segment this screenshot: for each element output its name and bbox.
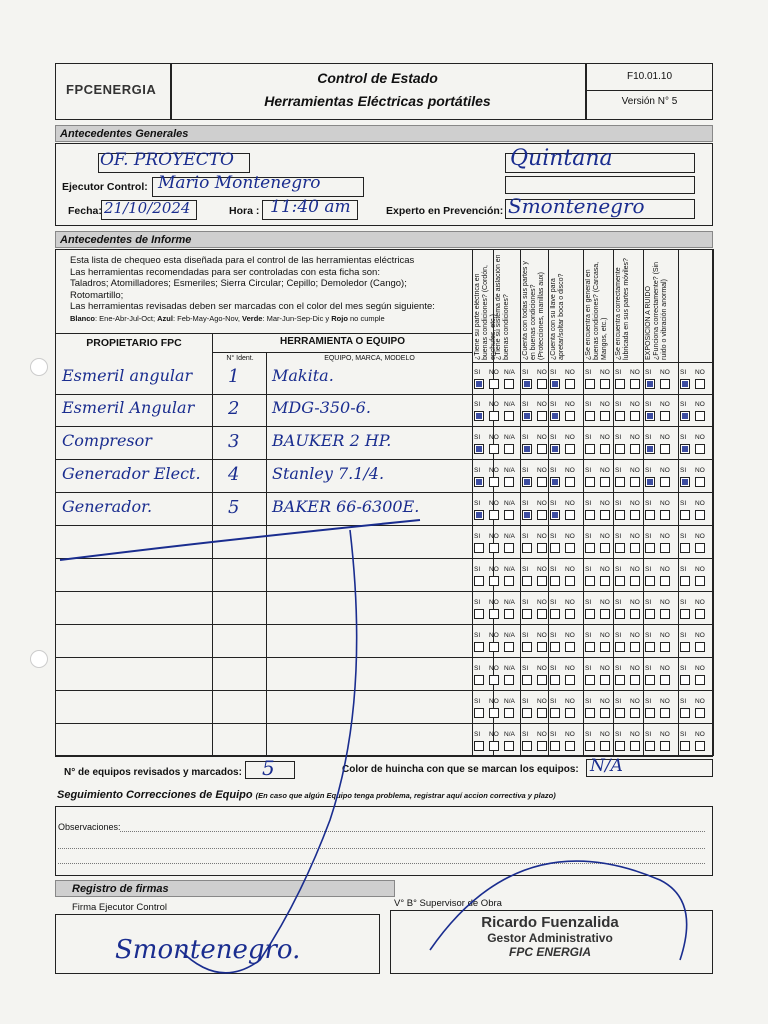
answer-label-no: NO [537, 698, 547, 705]
col-herramienta-header: HERRAMIENTA O EQUIPO [279, 336, 405, 347]
answer-label-na: N/A [504, 500, 515, 507]
answer-label-si: SI [645, 369, 652, 376]
answer-label-no: NO [537, 533, 547, 540]
answer-label-no: NO [600, 500, 610, 507]
answer-label-si: SI [680, 369, 687, 376]
answer-label-no: NO [660, 665, 670, 672]
answer-label-no: NO [565, 698, 575, 705]
answer-label-no: NO [565, 665, 575, 672]
stamp-name: Ricardo Fuenzalida [481, 914, 619, 931]
question-header-4: ¿Cuenta con su llave para apretar/soltar boca o disco? [550, 273, 565, 360]
answer-label-no: NO [565, 401, 575, 408]
answer-label-si: SI [522, 731, 529, 738]
answer-label-si: SI [585, 467, 592, 474]
answer-label-no: NO [630, 467, 640, 474]
answer-label-no: NO [660, 434, 670, 441]
legend-blanco-months: : Ene-Abr-Jul-Oct; [95, 313, 156, 323]
answer-label-no: NO [489, 500, 499, 507]
answer-label-si: SI [522, 665, 529, 672]
answer-label-no: NO [489, 731, 499, 738]
question-header-1: ¿Tiene su parte eléctrica en buenas condiciones? (Cordón, [474, 265, 489, 360]
fecha-handwritten: 21/10/2024 [104, 199, 191, 217]
answer-label-no: NO [600, 566, 610, 573]
row-ident: 3 [228, 431, 240, 452]
answer-label-si: SI [615, 731, 622, 738]
answer-label-no: NO [630, 434, 640, 441]
col-nident-header: N° Ident. [226, 355, 254, 362]
row-equipo: MDG-350-6. [272, 398, 371, 417]
answer-label-si: SI [550, 632, 557, 639]
answer-label-no: NO [695, 533, 705, 540]
answer-label-no: NO [600, 665, 610, 672]
answer-label-no: NO [565, 467, 575, 474]
row-owner: Esmeril angular [62, 366, 193, 385]
answer-label-si: SI [474, 566, 481, 573]
row-ident: 1 [228, 366, 240, 387]
answer-label-no: NO [600, 434, 610, 441]
answer-label-no: NO [695, 500, 705, 507]
answer-label-si: SI [680, 599, 687, 606]
answer-label-no: NO [537, 500, 547, 507]
answer-label-no: NO [695, 731, 705, 738]
answer-label-si: SI [522, 500, 529, 507]
answer-label-no: NO [630, 632, 640, 639]
legend-verde: Verde [242, 313, 263, 323]
answer-label-si: SI [615, 665, 622, 672]
section-antecedentes-generales: Antecedentes Generales [55, 125, 713, 142]
answer-label-si: SI [680, 665, 687, 672]
col-equipo-header: EQUIPO, MARCA, MODELO [324, 355, 415, 362]
answer-label-si: SI [585, 599, 592, 606]
answer-label-si: SI [550, 369, 557, 376]
color-huincha-handwritten: N/A [590, 756, 623, 776]
answer-label-no: NO [537, 599, 547, 606]
answer-label-si: SI [615, 369, 622, 376]
observaciones-label: Observaciones: [58, 822, 121, 832]
answer-label-no: NO [489, 599, 499, 606]
question-header-6: ¿Se encuentra correctamente lubricada en sus partes móviles? [615, 258, 630, 360]
signature-ejecutor: Smontenegro. [115, 935, 301, 965]
informe-line-4: Rotomartillo; [70, 289, 124, 301]
answer-label-no: NO [695, 467, 705, 474]
answer-label-no: NO [660, 698, 670, 705]
answer-label-na: N/A [504, 698, 515, 705]
row-ident: 2 [228, 398, 240, 419]
answer-label-si: SI [680, 434, 687, 441]
title-line-1: Control de Estado [317, 70, 438, 86]
answer-label-no: NO [489, 665, 499, 672]
answer-label-si: SI [550, 665, 557, 672]
col-propietario-header: PROPIETARIO FPC [86, 337, 182, 349]
answer-label-no: NO [695, 566, 705, 573]
answer-label-no: NO [565, 533, 575, 540]
fecha-label: Fecha: [68, 205, 102, 217]
answer-label-si: SI [522, 566, 529, 573]
answer-label-na: N/A [504, 434, 515, 441]
answer-label-si: SI [522, 599, 529, 606]
legend-azul-months: : Feb-May-Ago-Nov, [172, 313, 240, 323]
legend-blanco: Blanco [70, 313, 96, 323]
answer-label-no: NO [600, 698, 610, 705]
answer-label-no: NO [565, 632, 575, 639]
answer-label-si: SI [550, 467, 557, 474]
answer-label-si: SI [680, 731, 687, 738]
answer-label-no: NO [660, 632, 670, 639]
answer-label-si: SI [474, 401, 481, 408]
answer-label-no: NO [660, 401, 670, 408]
answer-label-no: NO [565, 500, 575, 507]
section-antecedentes-informe: Antecedentes de Informe [55, 231, 713, 248]
answer-label-no: NO [660, 533, 670, 540]
informe-line-3: Taladros; Atomilladores; Esmeriles; Sierra Circular; Cepillo; Demoledor (Cango); [70, 278, 407, 289]
answer-label-na: N/A [504, 369, 515, 376]
answer-label-si: SI [680, 533, 687, 540]
row-owner: Generador Elect. [62, 464, 201, 483]
experto-label: Experto en Prevención: [386, 205, 504, 217]
answer-label-si: SI [550, 599, 557, 606]
answer-label-si: SI [474, 599, 481, 606]
answer-label-no: NO [537, 731, 547, 738]
answer-label-no: NO [537, 665, 547, 672]
answer-label-na: N/A [504, 467, 515, 474]
answer-label-si: SI [585, 632, 592, 639]
answer-label-na: N/A [504, 599, 515, 606]
answer-label-no: NO [537, 369, 547, 376]
answer-label-si: SI [680, 566, 687, 573]
answer-label-no: NO [695, 665, 705, 672]
answer-label-na: N/A [504, 665, 515, 672]
company-logo: FPCENERGIA [66, 82, 157, 97]
informe-line-2: Las herramientas recomendadas para ser controladas con esta ficha son: [70, 266, 380, 278]
answer-label-si: SI [522, 401, 529, 408]
informe-line-1: Esta lista de chequeo esta diseñada para el control de las herramientas eléctricas [70, 255, 415, 266]
row-equipo: Makita. [272, 366, 334, 385]
answer-label-si: SI [522, 369, 529, 376]
answer-label-no: NO [489, 632, 499, 639]
seguimiento-heading: Seguimiento Correcciones de Equipo [57, 789, 253, 801]
question-header-7: EXPOSICION A RUIDO ¿Funciona correctamente? (Sin ruido o vibración anormal) [645, 261, 668, 360]
answer-label-no: NO [600, 369, 610, 376]
row-ident: 4 [228, 464, 240, 485]
answer-label-si: SI [474, 698, 481, 705]
answer-label-si: SI [585, 500, 592, 507]
answer-label-si: SI [645, 632, 652, 639]
answer-label-si: SI [615, 632, 622, 639]
answer-label-no: NO [565, 599, 575, 606]
answer-label-no: NO [537, 467, 547, 474]
answer-label-no: NO [660, 369, 670, 376]
question-header-3: ¿Cuenta con todas sus partes y en buenas condiciones? (Protecciones, manillas aux) [522, 261, 545, 360]
answer-label-no: NO [600, 533, 610, 540]
answer-label-no: NO [565, 434, 575, 441]
answer-label-si: SI [645, 533, 652, 540]
answer-label-no: NO [489, 401, 499, 408]
answer-label-si: SI [615, 467, 622, 474]
answer-label-si: SI [645, 500, 652, 507]
answer-label-si: SI [585, 665, 592, 672]
answer-label-no: NO [630, 566, 640, 573]
answer-label-si: SI [474, 731, 481, 738]
answer-label-si: SI [615, 599, 622, 606]
answer-label-si: SI [615, 533, 622, 540]
answer-label-si: SI [522, 698, 529, 705]
answer-label-si: SI [680, 698, 687, 705]
answer-label-si: SI [645, 698, 652, 705]
pen-stroke-diagonal [60, 520, 420, 560]
answer-label-si: SI [645, 467, 652, 474]
row-equipo: Stanley 7.1/4. [272, 464, 385, 483]
answer-label-no: NO [695, 434, 705, 441]
pen-stroke-loop [180, 530, 357, 973]
answer-label-si: SI [550, 566, 557, 573]
answer-label-no: NO [565, 369, 575, 376]
obra-right-handwritten: Quintana [510, 146, 613, 171]
form-code: F10.01.10 [626, 71, 673, 82]
answer-label-si: SI [585, 731, 592, 738]
answer-label-no: NO [695, 632, 705, 639]
answer-label-no: NO [630, 599, 640, 606]
answer-label-no: NO [630, 401, 640, 408]
answer-label-si: SI [615, 500, 622, 507]
seguimiento-note: (En caso que algún Equipo tenga problema, registrar aquí accion correctiva y plazo) [255, 791, 556, 800]
n-equipos-handwritten: 5 [262, 756, 275, 780]
answer-label-si: SI [474, 665, 481, 672]
answer-label-si: SI [645, 599, 652, 606]
answer-label-si: SI [645, 731, 652, 738]
answer-label-si: SI [474, 533, 481, 540]
answer-label-no: NO [660, 500, 670, 507]
answer-label-na: N/A [504, 533, 515, 540]
answer-label-si: SI [645, 401, 652, 408]
title-line-2: Herramientas Eléctricas portátiles [264, 93, 491, 109]
answer-label-si: SI [474, 467, 481, 474]
legend-verde-months: : Mar-Jun-Sep-Dic y [262, 313, 330, 323]
answer-label-no: NO [565, 731, 575, 738]
answer-label-no: NO [600, 599, 610, 606]
row-owner: Compresor [62, 431, 152, 450]
row-owner: Esmeril Angular [62, 398, 195, 417]
hora-label: Hora : [229, 205, 260, 217]
answer-label-na: N/A [504, 632, 515, 639]
answer-label-no: NO [630, 500, 640, 507]
answer-label-no: NO [660, 731, 670, 738]
answer-label-si: SI [680, 500, 687, 507]
answer-label-si: SI [615, 698, 622, 705]
vb-supervisor-label: V° B° Supervisor de Obra [394, 898, 502, 909]
form-version: Versión N° 5 [621, 96, 678, 107]
answer-label-si: SI [585, 698, 592, 705]
question-header-5: ¿Se encuentra en general en buenas condiciones? (Carcasa, Mangos, etc.) [585, 261, 608, 360]
answer-label-si: SI [645, 434, 652, 441]
answer-label-si: SI [474, 632, 481, 639]
stamp-role: Gestor Administrativo [487, 931, 613, 945]
answer-label-si: SI [615, 566, 622, 573]
answer-label-si: SI [680, 401, 687, 408]
answer-label-si: SI [680, 467, 687, 474]
answer-label-no: NO [489, 369, 499, 376]
ejecutor-handwritten: Mario Montenegro [158, 173, 321, 193]
answer-label-si: SI [680, 632, 687, 639]
answer-label-no: NO [660, 566, 670, 573]
answer-label-na: N/A [504, 566, 515, 573]
answer-label-si: SI [550, 731, 557, 738]
answer-label-si: SI [615, 434, 622, 441]
experto-handwritten: Smontenegro [508, 194, 645, 218]
answer-label-si: SI [474, 369, 481, 376]
answer-label-si: SI [522, 467, 529, 474]
answer-label-si: SI [585, 566, 592, 573]
answer-label-no: NO [695, 599, 705, 606]
answer-label-no: NO [630, 533, 640, 540]
answer-label-si: SI [522, 632, 529, 639]
answer-label-no: NO [537, 632, 547, 639]
legend-rojo-meaning: no cumple [350, 313, 385, 323]
legend-rojo: Rojo [331, 313, 348, 323]
answer-label-no: NO [600, 401, 610, 408]
ejecutor-label: Ejecutor Control: [62, 181, 148, 193]
hora-handwritten: 11:40 am [270, 197, 351, 217]
answer-label-no: NO [489, 434, 499, 441]
n-equipos-label: N° de equipos revisados y marcados: [64, 767, 242, 778]
answer-label-si: SI [474, 434, 481, 441]
answer-label-no: NO [600, 632, 610, 639]
answer-label-no: NO [489, 467, 499, 474]
answer-label-no: NO [630, 731, 640, 738]
answer-label-si: SI [550, 698, 557, 705]
section-registro-firmas: Registro de firmas [55, 880, 395, 897]
answer-label-no: NO [489, 698, 499, 705]
answer-label-no: NO [630, 369, 640, 376]
answer-label-no: NO [489, 533, 499, 540]
answer-label-no: NO [537, 401, 547, 408]
answer-label-si: SI [522, 533, 529, 540]
answer-label-no: NO [695, 369, 705, 376]
answer-label-no: NO [600, 467, 610, 474]
answer-label-no: NO [695, 401, 705, 408]
answer-label-si: SI [585, 434, 592, 441]
legend-azul: Azul [157, 313, 173, 323]
row-ident: 5 [228, 497, 240, 518]
answer-label-no: NO [537, 434, 547, 441]
answer-label-si: SI [550, 500, 557, 507]
answer-label-no: NO [630, 698, 640, 705]
row-equipo: BAKER 66-6300E. [272, 497, 420, 516]
answer-label-si: SI [550, 533, 557, 540]
answer-label-si: SI [522, 434, 529, 441]
answer-label-no: NO [660, 599, 670, 606]
answer-label-no: NO [695, 698, 705, 705]
answer-label-si: SI [585, 369, 592, 376]
stamp-company: FPC ENERGIA [508, 945, 591, 959]
pen-stroke-sign [430, 861, 687, 960]
answer-label-no: NO [565, 566, 575, 573]
obra-handwritten: OF. PROYECTO [100, 150, 234, 170]
answer-label-si: SI [645, 665, 652, 672]
answer-label-no: NO [660, 467, 670, 474]
row-equipo: BAUKER 2 HP. [272, 431, 392, 450]
answer-label-si: SI [550, 401, 557, 408]
answer-label-no: NO [630, 665, 640, 672]
answer-label-si: SI [585, 401, 592, 408]
answer-label-no: NO [489, 566, 499, 573]
answer-label-si: SI [615, 401, 622, 408]
firma-ejecutor-label: Firma Ejecutor Control [72, 902, 168, 913]
answer-label-na: N/A [504, 401, 515, 408]
question-header-2: ¿Tiene su sistema de aislación en buenas condiciones? [495, 254, 510, 360]
answer-label-na: N/A [504, 731, 515, 738]
answer-label-si: SI [550, 434, 557, 441]
informe-line-5: Las herramientas revisadas deben ser marcadas con el color del mes según siguiente: [70, 301, 435, 312]
answer-label-no: NO [600, 731, 610, 738]
answer-label-no: NO [537, 566, 547, 573]
answer-label-si: SI [645, 566, 652, 573]
answer-label-si: SI [474, 500, 481, 507]
answer-label-si: SI [585, 533, 592, 540]
color-huincha-label: Color de huincha con que se marcan los equipos: [342, 764, 579, 775]
row-owner: Generador. [62, 497, 153, 516]
